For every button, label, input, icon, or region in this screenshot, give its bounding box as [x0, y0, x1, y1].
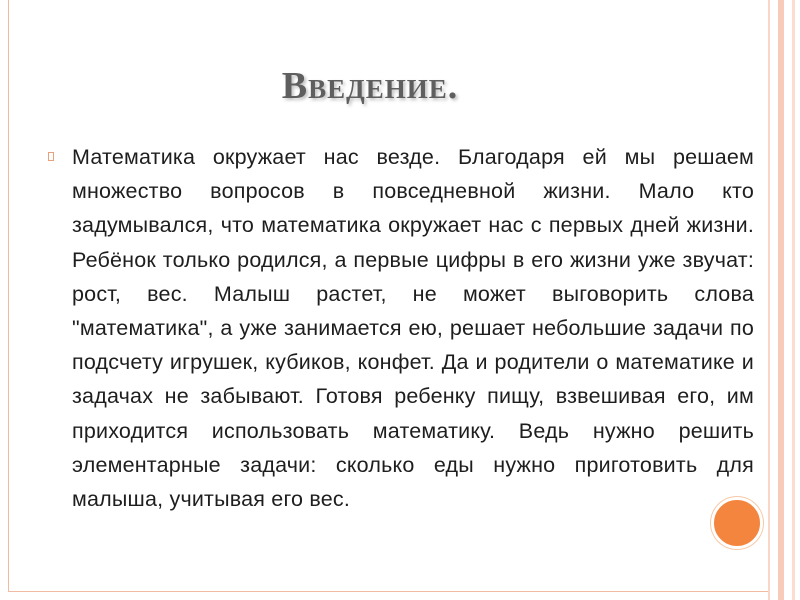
frame-right-stripe [778, 0, 784, 600]
frame-right-stripe-inner [768, 0, 770, 600]
decorative-circle-icon [711, 497, 763, 549]
frame-right-stripe-outer [792, 0, 795, 600]
slide-body-text: Математика окружает нас везде. Благодаря ей мы решаем множество вопросов в повседневной жизни. Мало кто задумывался, что математика окружает нас с первых дней жизни. Ребёнок только родился, а первые цифры в его жизни уже звучат: рост, вес. Малыш растет, не может выговорить слова "математика", а уже занимается ею, решает небольшие задачи по подсчету игрушек, кубиков, конфет. Да и родители о математике и задачах не забывают. Готовя ребенку пищу, взвешивая его, им приходится использовать математику. Ведь нужно решить элементарные задачи: сколько еды нужно приготовить для малыша, учитывая его вес. [72, 145, 754, 512]
slide-title: Введение. [281, 65, 459, 107]
bullet-icon [48, 150, 56, 161]
